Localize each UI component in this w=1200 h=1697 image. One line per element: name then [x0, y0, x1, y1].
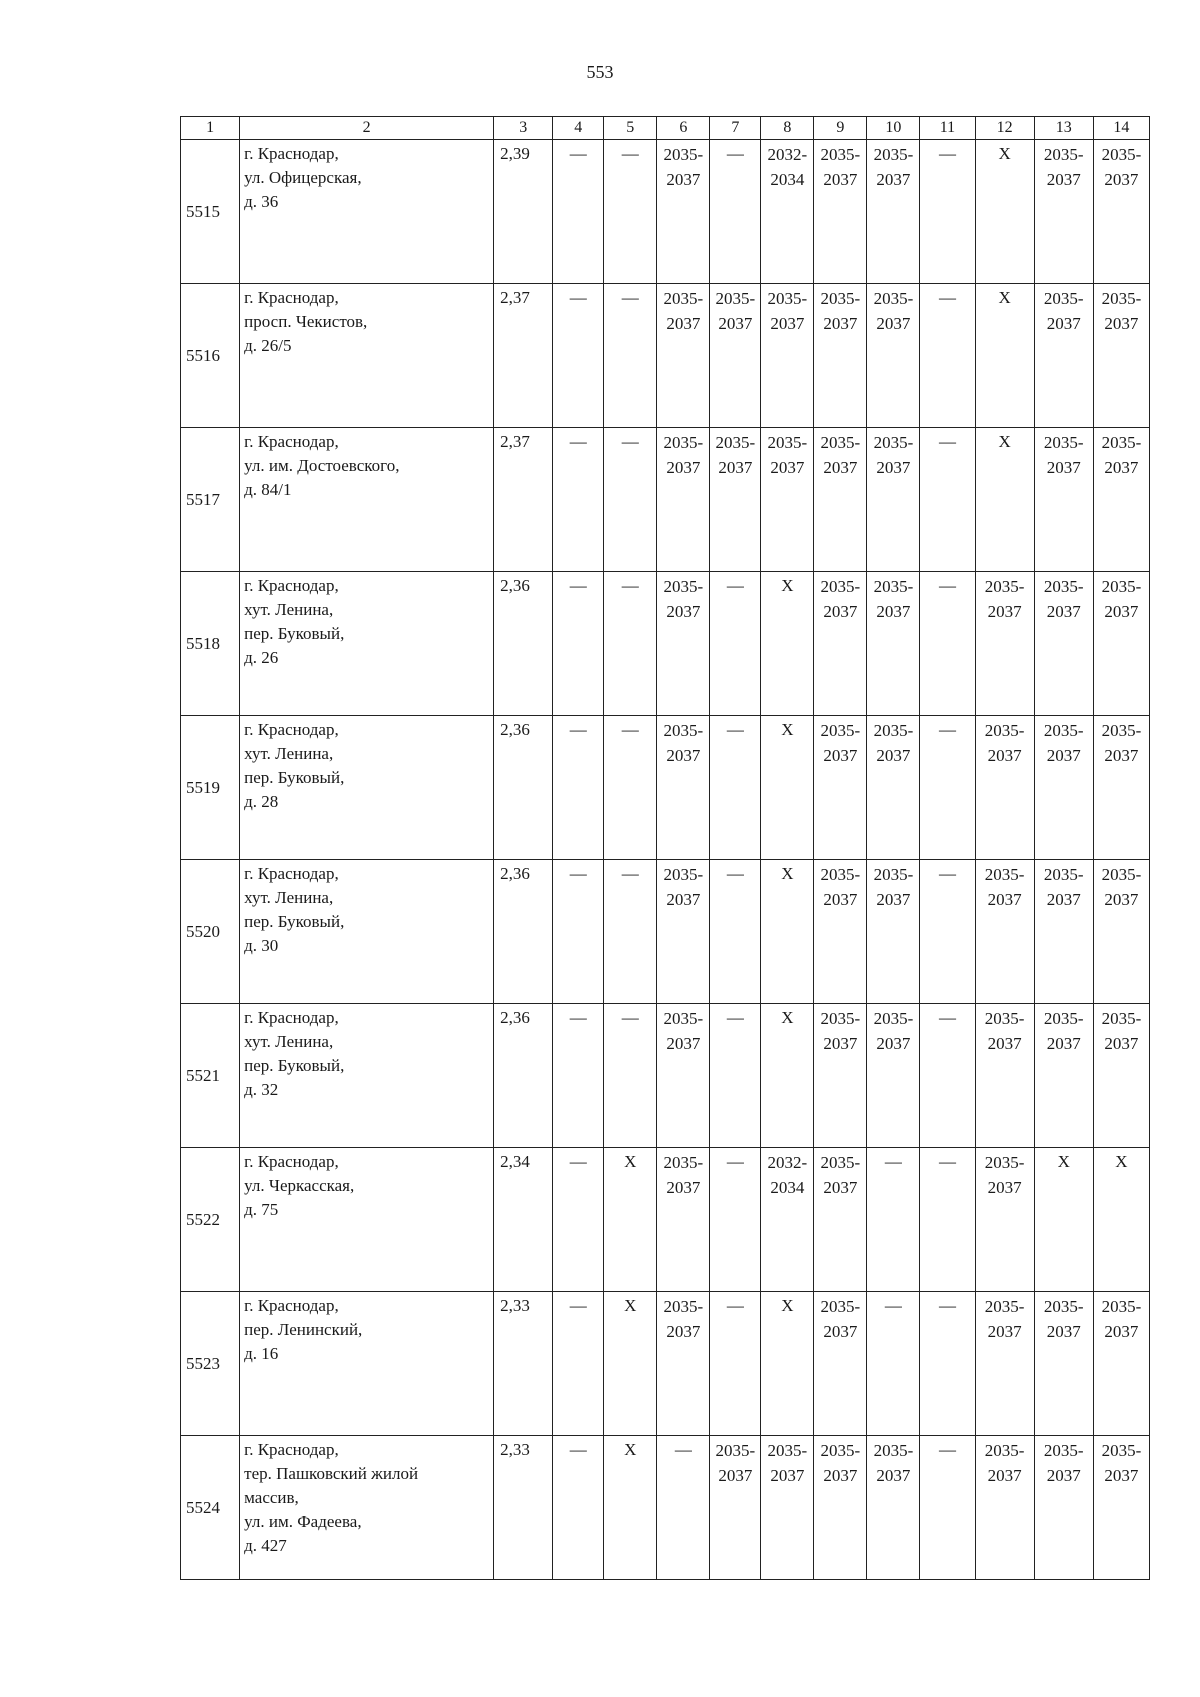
dash-cell: —	[710, 1004, 761, 1148]
address-line: пер. Буковый,	[244, 768, 345, 787]
address-line: пер. Буковый,	[244, 1056, 345, 1075]
dash-cell: —	[553, 428, 604, 572]
year-range-cell: 2035- 2037	[867, 860, 920, 1004]
year-range-cell: 2035- 2037	[657, 716, 710, 860]
address-line: г. Краснодар,	[244, 1008, 339, 1027]
address-cell	[240, 1292, 494, 1436]
year-range-cell: 2035- 2037	[867, 428, 920, 572]
address-line: д. 16	[244, 1344, 279, 1363]
address-cell	[240, 1148, 494, 1292]
dash-cell: —	[920, 716, 975, 860]
year-range-cell: 2035- 2037	[814, 860, 867, 1004]
dash-cell: —	[553, 860, 604, 1004]
dash-cell: —	[920, 572, 975, 716]
table-row	[181, 140, 1150, 284]
year-range-cell: 2035- 2037	[1093, 1292, 1149, 1436]
address-line: ул. им. Фадеева,	[244, 1512, 362, 1531]
page-number: 553	[586, 62, 614, 82]
value-cell: 2,36	[494, 716, 553, 860]
year-range-cell: 2035- 2037	[814, 1292, 867, 1436]
year-range-cell: 2035- 2037	[1034, 284, 1093, 428]
value-cell: 2,33	[494, 1436, 553, 1580]
schedule-table	[180, 116, 1150, 1580]
address-line: д. 84/1	[244, 480, 292, 499]
year-range-cell: 2035- 2037	[1093, 140, 1149, 284]
address-line: хут. Ленина,	[244, 888, 334, 907]
dash-cell: —	[920, 860, 975, 1004]
dash-cell: —	[604, 1004, 657, 1148]
row-number: 5524	[181, 1436, 240, 1580]
address-line: хут. Ленина,	[244, 744, 334, 763]
row-number: 5519	[181, 716, 240, 860]
address-line: д. 32	[244, 1080, 279, 1099]
column-header: 2	[240, 117, 494, 140]
year-range-cell: 2035- 2037	[975, 1004, 1034, 1148]
address-line: д. 36	[244, 192, 279, 211]
column-header: 3	[494, 117, 553, 140]
row-number: 5521	[181, 1004, 240, 1148]
address-cell	[240, 140, 494, 284]
address-line: д. 30	[244, 936, 279, 955]
address-line: просп. Чекистов,	[244, 312, 368, 331]
dash-cell: —	[920, 1292, 975, 1436]
cross-mark-cell: Х	[761, 1292, 814, 1436]
address-line: д. 26	[244, 648, 279, 667]
year-range-cell: 2035- 2037	[814, 428, 867, 572]
year-range-cell: 2035- 2037	[657, 1292, 710, 1436]
table-row	[181, 428, 1150, 572]
address-line: д. 26/5	[244, 336, 292, 355]
column-header: 10	[867, 117, 920, 140]
cross-mark-cell: Х	[1034, 1148, 1093, 1292]
dash-cell: —	[710, 572, 761, 716]
value-cell: 2,37	[494, 428, 553, 572]
dash-cell: —	[920, 140, 975, 284]
year-range-cell: 2035- 2037	[814, 716, 867, 860]
row-number: 5522	[181, 1148, 240, 1292]
table-row	[181, 860, 1150, 1004]
year-range-cell: 2035- 2037	[1093, 572, 1149, 716]
year-range-cell: 2035- 2037	[1093, 1004, 1149, 1148]
year-range-cell: 2035- 2037	[814, 284, 867, 428]
address-cell	[240, 860, 494, 1004]
address-line: хут. Ленина,	[244, 1032, 334, 1051]
value-cell: 2,39	[494, 140, 553, 284]
column-header: 4	[553, 117, 604, 140]
table-body	[181, 140, 1150, 1580]
column-header: 11	[920, 117, 975, 140]
value-cell: 2,33	[494, 1292, 553, 1436]
address-line: хут. Ленина,	[244, 600, 334, 619]
dash-cell: —	[710, 716, 761, 860]
table-row	[181, 1292, 1150, 1436]
address-line: пер. Ленинский,	[244, 1320, 363, 1339]
year-range-cell: 2035- 2037	[975, 1148, 1034, 1292]
year-range-cell: 2035- 2037	[867, 284, 920, 428]
row-number: 5515	[181, 140, 240, 284]
cross-mark-cell: Х	[761, 716, 814, 860]
row-number: 5516	[181, 284, 240, 428]
year-range-cell: 2035- 2037	[710, 284, 761, 428]
year-range-cell: 2035- 2037	[710, 1436, 761, 1580]
address-cell	[240, 1004, 494, 1148]
address-line: массив,	[244, 1488, 299, 1507]
schedule-table-wrapper	[180, 116, 1150, 1580]
year-range-cell: 2035- 2037	[1034, 1004, 1093, 1148]
year-range-cell: 2035- 2037	[814, 140, 867, 284]
address-line: пер. Буковый,	[244, 624, 345, 643]
column-header: 8	[761, 117, 814, 140]
year-range-cell: 2035- 2037	[657, 140, 710, 284]
cross-mark-cell: Х	[1093, 1148, 1149, 1292]
dash-cell: —	[867, 1292, 920, 1436]
cross-mark-cell: Х	[761, 572, 814, 716]
address-line: ул. Черкасская,	[244, 1176, 355, 1195]
year-range-cell: 2032- 2034	[761, 1148, 814, 1292]
row-number: 5517	[181, 428, 240, 572]
dash-cell: —	[553, 716, 604, 860]
header-row	[181, 117, 1150, 140]
year-range-cell: 2035- 2037	[1034, 716, 1093, 860]
year-range-cell: 2035- 2037	[975, 716, 1034, 860]
dash-cell: —	[867, 1148, 920, 1292]
dash-cell: —	[604, 140, 657, 284]
address-line: г. Краснодар,	[244, 576, 339, 595]
dash-cell: —	[553, 1004, 604, 1148]
dash-cell: —	[604, 428, 657, 572]
value-cell: 2,36	[494, 1004, 553, 1148]
year-range-cell: 2035- 2037	[867, 1004, 920, 1148]
address-line: г. Краснодар,	[244, 432, 339, 451]
column-header: 14	[1093, 117, 1149, 140]
address-line: ул. Офицерская,	[244, 168, 362, 187]
dash-cell: —	[920, 1436, 975, 1580]
dash-cell: —	[553, 284, 604, 428]
year-range-cell: 2035- 2037	[1034, 860, 1093, 1004]
row-number: 5520	[181, 860, 240, 1004]
dash-cell: —	[604, 572, 657, 716]
year-range-cell: 2032- 2034	[761, 140, 814, 284]
dash-cell: —	[710, 860, 761, 1004]
column-header: 12	[975, 117, 1034, 140]
year-range-cell: 2035- 2037	[814, 572, 867, 716]
cross-mark-cell: Х	[761, 860, 814, 1004]
column-header: 13	[1034, 117, 1093, 140]
dash-cell: —	[553, 1292, 604, 1436]
year-range-cell: 2035- 2037	[1093, 1436, 1149, 1580]
year-range-cell: 2035- 2037	[761, 284, 814, 428]
dash-cell: —	[920, 428, 975, 572]
year-range-cell: 2035- 2037	[975, 1436, 1034, 1580]
year-range-cell: 2035- 2037	[975, 1292, 1034, 1436]
dash-cell: —	[553, 1148, 604, 1292]
dash-cell: —	[553, 572, 604, 716]
dash-cell: —	[604, 860, 657, 1004]
cross-mark-cell: Х	[975, 140, 1034, 284]
year-range-cell: 2035- 2037	[657, 860, 710, 1004]
year-range-cell: 2035- 2037	[1093, 284, 1149, 428]
table-row	[181, 1148, 1150, 1292]
dash-cell: —	[604, 716, 657, 860]
year-range-cell: 2035- 2037	[657, 1004, 710, 1148]
address-line: д. 28	[244, 792, 279, 811]
table-row	[181, 284, 1150, 428]
cross-mark-cell: Х	[604, 1148, 657, 1292]
column-header: 9	[814, 117, 867, 140]
year-range-cell: 2035- 2037	[1034, 1436, 1093, 1580]
column-header: 7	[710, 117, 761, 140]
dash-cell: —	[710, 1148, 761, 1292]
address-line: г. Краснодар,	[244, 720, 339, 739]
cross-mark-cell: Х	[975, 428, 1034, 572]
address-line: ул. им. Достоевского,	[244, 456, 400, 475]
address-line: г. Краснодар,	[244, 1296, 339, 1315]
year-range-cell: 2035- 2037	[867, 1436, 920, 1580]
table-row	[181, 1436, 1150, 1580]
year-range-cell: 2035- 2037	[657, 1148, 710, 1292]
year-range-cell: 2035- 2037	[1093, 716, 1149, 860]
year-range-cell: 2035- 2037	[657, 284, 710, 428]
dash-cell: —	[920, 1148, 975, 1292]
address-line: д. 75	[244, 1200, 279, 1219]
address-line: г. Краснодар,	[244, 144, 339, 163]
value-cell: 2,36	[494, 572, 553, 716]
table-row	[181, 1004, 1150, 1148]
dash-cell: —	[604, 284, 657, 428]
year-range-cell: 2035- 2037	[867, 716, 920, 860]
year-range-cell: 2035- 2037	[975, 572, 1034, 716]
cross-mark-cell: Х	[975, 284, 1034, 428]
dash-cell: —	[920, 1004, 975, 1148]
dash-cell: —	[553, 140, 604, 284]
address-line: тер. Пашковский жилой	[244, 1464, 419, 1483]
value-cell: 2,36	[494, 860, 553, 1004]
row-number: 5523	[181, 1292, 240, 1436]
column-header: 5	[604, 117, 657, 140]
dash-cell: —	[553, 1436, 604, 1580]
cross-mark-cell: Х	[761, 1004, 814, 1148]
cross-mark-cell: Х	[604, 1292, 657, 1436]
row-number: 5518	[181, 572, 240, 716]
year-range-cell: 2035- 2037	[710, 428, 761, 572]
year-range-cell: 2035- 2037	[1093, 428, 1149, 572]
year-range-cell: 2035- 2037	[867, 140, 920, 284]
value-cell: 2,37	[494, 284, 553, 428]
year-range-cell: 2035- 2037	[761, 1436, 814, 1580]
address-cell	[240, 716, 494, 860]
cross-mark-cell: Х	[604, 1436, 657, 1580]
year-range-cell: 2035- 2037	[761, 428, 814, 572]
dash-cell: —	[710, 140, 761, 284]
year-range-cell: 2035- 2037	[1093, 860, 1149, 1004]
address-line: г. Краснодар,	[244, 288, 339, 307]
address-line: г. Краснодар,	[244, 1152, 339, 1171]
year-range-cell: 2035- 2037	[814, 1436, 867, 1580]
year-range-cell: 2035- 2037	[1034, 428, 1093, 572]
year-range-cell: 2035- 2037	[657, 572, 710, 716]
address-line: г. Краснодар,	[244, 1440, 339, 1459]
column-header: 1	[181, 117, 240, 140]
table-row	[181, 716, 1150, 860]
year-range-cell: 2035- 2037	[814, 1004, 867, 1148]
address-line: пер. Буковый,	[244, 912, 345, 931]
year-range-cell: 2035- 2037	[1034, 572, 1093, 716]
address-cell	[240, 428, 494, 572]
year-range-cell: 2035- 2037	[867, 572, 920, 716]
year-range-cell: 2035- 2037	[975, 860, 1034, 1004]
address-cell	[240, 572, 494, 716]
year-range-cell: 2035- 2037	[1034, 1292, 1093, 1436]
dash-cell: —	[710, 1292, 761, 1436]
year-range-cell: 2035- 2037	[1034, 140, 1093, 284]
address-line: г. Краснодар,	[244, 864, 339, 883]
table-row	[181, 572, 1150, 716]
address-cell	[240, 1436, 494, 1580]
address-line: д. 427	[244, 1536, 287, 1555]
year-range-cell: 2035- 2037	[657, 428, 710, 572]
dash-cell: —	[920, 284, 975, 428]
value-cell: 2,34	[494, 1148, 553, 1292]
year-range-cell: 2035- 2037	[814, 1148, 867, 1292]
dash-cell: —	[657, 1436, 710, 1580]
address-cell	[240, 284, 494, 428]
column-header: 6	[657, 117, 710, 140]
